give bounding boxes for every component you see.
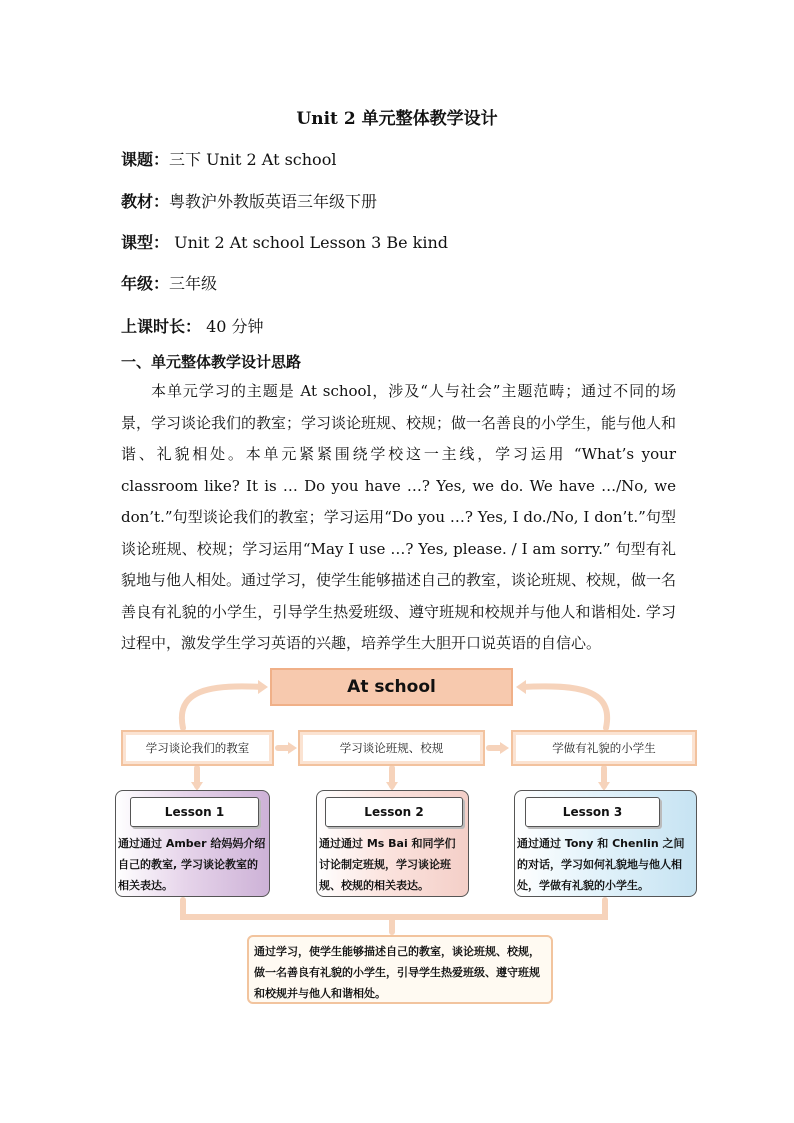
summary-node: 通过学习，使学生能够描述自己的教室，谈论班规、校规，做一名善良有礼貌的小学生，引导学生热爱班级、遵守班规和校规并与他人和谐相处。 <box>247 935 553 1004</box>
section-heading: 一、单元整体教学设计思路 <box>121 353 302 371</box>
meta-label: 年级： <box>121 274 170 293</box>
lesson-card-1 <box>115 790 270 897</box>
meta-value: 三年级 <box>169 274 218 293</box>
meta-label: 教材： <box>121 192 170 211</box>
meta-value: 三下 Unit 2 At school <box>169 150 337 169</box>
lesson-tab: Lesson 2 <box>325 797 463 827</box>
meta-value: 粤教沪外教版英语三年级下册 <box>169 192 378 211</box>
meta-value: Unit 2 At school Lesson 3 Be kind <box>169 233 448 252</box>
lesson-tab: Lesson 3 <box>525 797 660 827</box>
topic-node-3: 学做有礼貌的小学生 <box>511 730 697 766</box>
loop-right-arrow <box>522 686 607 728</box>
page-title: Unit 2 单元整体教学设计 <box>296 109 498 129</box>
meta-label: 课型： <box>121 233 170 252</box>
arrowhead-mid-1 <box>288 742 297 754</box>
meta-label: 课题： <box>121 150 170 169</box>
lesson-card-2 <box>316 790 469 897</box>
meta-value: 40 分钟 <box>201 317 264 336</box>
lesson-tab: Lesson 1 <box>130 797 259 827</box>
topic-node-1: 学习谈论我们的教室 <box>121 730 274 766</box>
central-node: At school <box>270 668 513 706</box>
lesson-card-3 <box>514 790 697 897</box>
loop-left-arrow <box>182 686 262 728</box>
topic-node-2: 学习谈论班规、校规 <box>298 730 485 766</box>
lesson-description: 通过通过 Ms Bai 和同学们讨论制定班规，学习谈论班规、校规的相关表达。 <box>319 837 456 892</box>
lesson-description: 通过通过 Tony 和 Chenlin 之间的对话，学习如何礼貌地与他人相处，学做有礼貌的小学生。 <box>517 837 685 892</box>
body-paragraph: 本单元学习的主题是 At school，涉及“人与社会”主题范畴；通过不同的场景，学习谈论我们的教室；学习谈论班规、校规；做一名善良的小学生，能与他人和谐、礼貌相处。本单元紧紧围绕学校这一主线，学习运用 “What’s your classroom like? It is … Do you have …? Yes, we do. We have …/No, we don’t.”句型谈论我们的教室；学习运用“Do you …? Yes, I do./No, I don’t.”句型谈论班规、校规；学习运用“May I use …? Yes, please. / I am sorry.” 句型有礼貌地与他人相处。通过学习，使学生能够描述自己的教室，谈论班规、校规，做一名善良有礼貌的小学生，引导学生热爱班级、遵守班规和校规并与他人和谐相处. 学习过程中，激发学生学习英语的兴趣，培养学生大胆开口说英语的自信心。 <box>121 382 677 652</box>
arrowhead-right <box>516 680 526 694</box>
bottom-bracket <box>183 900 605 917</box>
lesson-description: 通过通过 Amber 给妈妈介绍自己的教室, 学习谈论教室的相关表达。 <box>118 837 266 892</box>
meta-label: 上课时长： <box>121 317 202 336</box>
arrowhead-left <box>258 680 268 694</box>
arrowhead-mid-2 <box>500 742 509 754</box>
